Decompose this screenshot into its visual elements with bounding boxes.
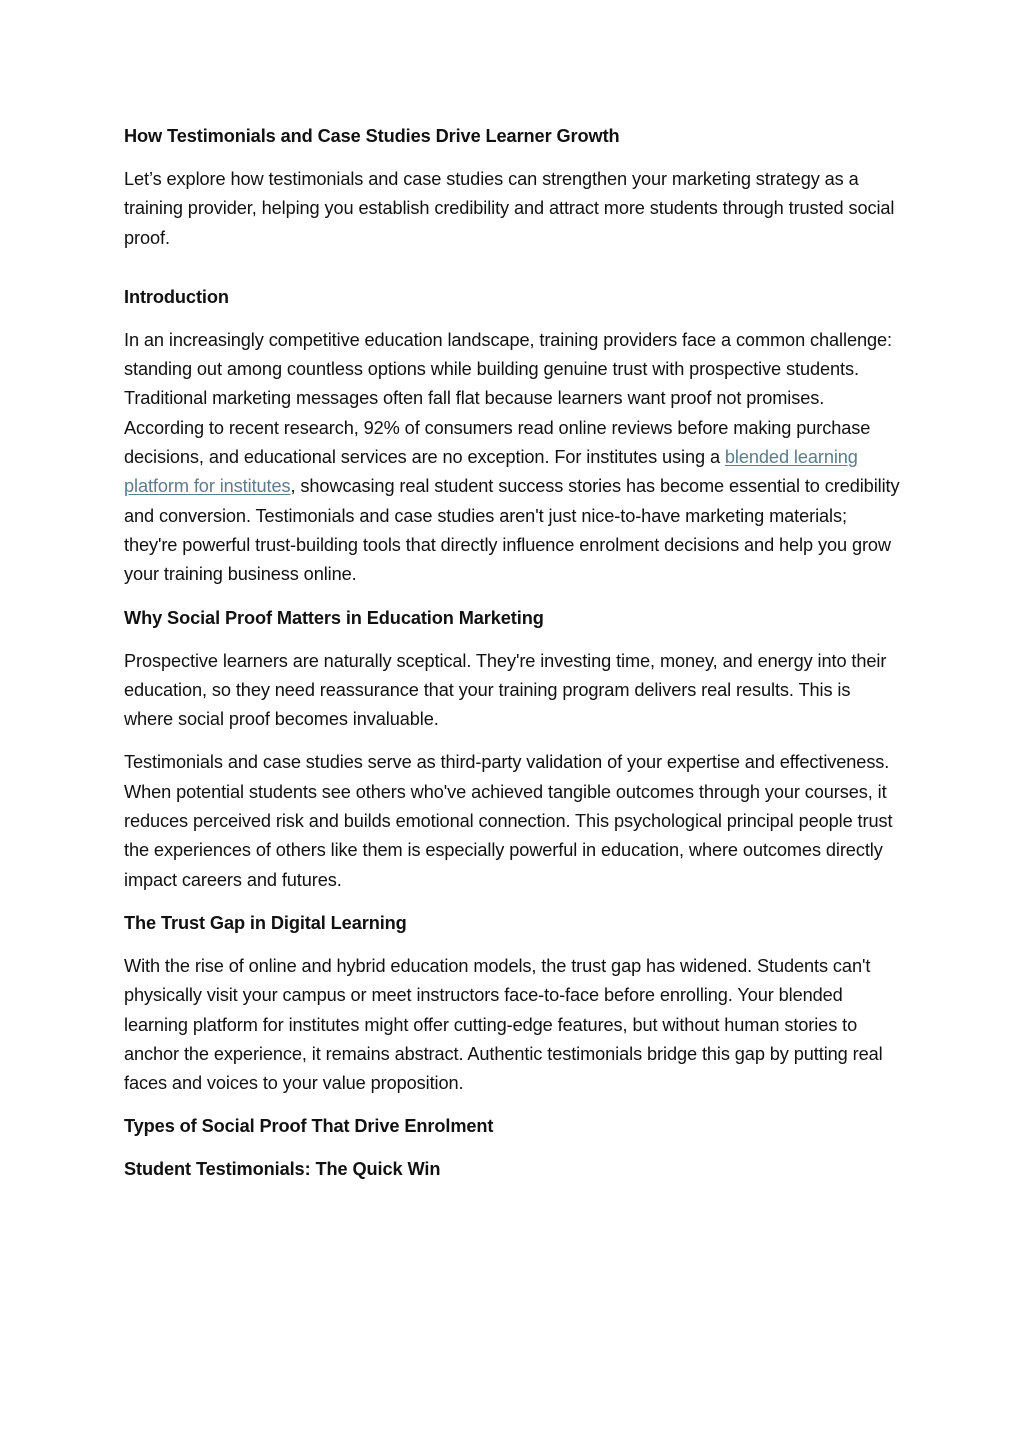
document-title: How Testimonials and Case Studies Drive Learner Growth xyxy=(124,126,620,146)
introduction-text-before-link: In an increasingly competitive education landscape, training providers face a common challenge: standing out among countless options while building genuine trust with prospective students. Traditional marketing messages often fall flat because learners want proof not promises. According to recent research, 92% of consumers read online reviews before making purchase decisions, and educational services are no exception. For institutes using a xyxy=(124,329,892,468)
blended-learning-platform-link[interactable]: blended learning platform for institutes xyxy=(124,447,858,497)
why-social-proof-paragraph-1: Prospective learners are naturally sceptical. They're investing time, money, and energy into their education, so they need reassurance that your training program delivers real results. This is where social proof becomes invaluable. xyxy=(124,650,887,730)
trust-gap-paragraph: With the rise of online and hybrid education models, the trust gap has widened. Students can't physically visit your campus or meet instructors face-to-face before enrolling. Your blended learning platform for institutes might offer cutting-edge features, but without human stories to anchor the experience, it remains abstract. Authentic testimonials bridge this gap by putting real faces and voices to your value proposition. xyxy=(124,955,883,1094)
trust-gap-heading: The Trust Gap in Digital Learning xyxy=(124,912,407,933)
introduction-heading: Introduction xyxy=(124,286,229,307)
document-body xyxy=(124,122,904,1198)
section-spacer xyxy=(124,267,904,283)
why-social-proof-paragraph-2: Testimonials and case studies serve as third-party validation of your expertise and effectiveness. When potential students see others who've achieved tangible outcomes through your courses, it reduces perceived risk and builds emotional connection. This psychological principal people trust the experiences of others like them is especially powerful in education, where outcomes directly impact careers and futures. xyxy=(124,752,893,890)
introduction-paragraph xyxy=(124,326,904,590)
student-testimonials-heading: Student Testimonials: The Quick Win xyxy=(124,1159,441,1180)
why-social-proof-heading: Why Social Proof Matters in Education Marketing xyxy=(124,607,544,628)
intro-paragraph: Let’s explore how testimonials and case studies can strengthen your marketing strategy as a training provider, helping you establish credibility and attract more students through trusted social proof. xyxy=(124,169,895,248)
types-of-social-proof-heading: Types of Social Proof That Drive Enrolment xyxy=(124,1116,494,1137)
introduction-text-after-link: , showcasing real student success stories has become essential to credibility and conversion. Testimonials and case studies aren't just nice-to-have marketing materials; they're powerful trust-building tools that directly influence enrolment decisions and help you grow your training business online. xyxy=(124,476,900,585)
